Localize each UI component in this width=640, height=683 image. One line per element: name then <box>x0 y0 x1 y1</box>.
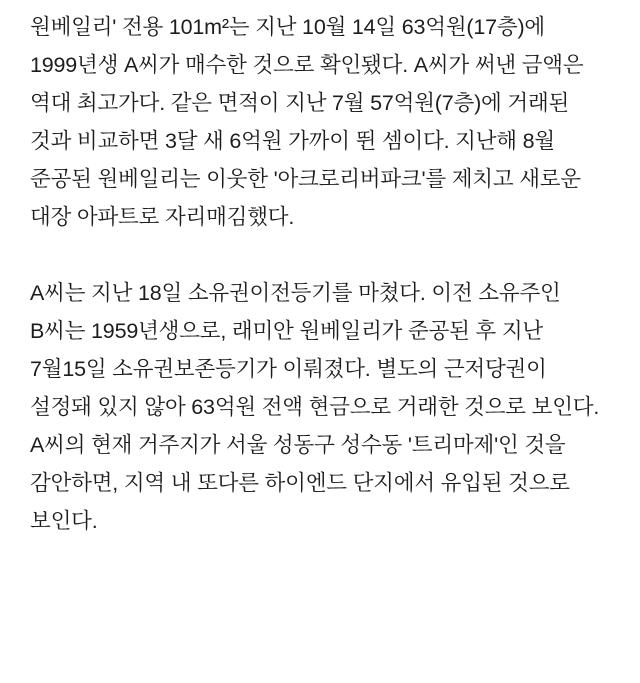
article-paragraph-1: 원베일리' 전용 101m²는 지난 10월 14일 63억원(17층)에 1999년생 A씨가 매수한 것으로 확인됐다. A씨가 써낸 금액은 역대 최고가다. 같은 면적이 지난 7월 57억원(7층)에 거래된 것과 비교하면 3달 새 6억원 가까이 뛴 셈이다. 지난해 8월 준공된 원베일리는 이웃한 '아크로리버파크'를 제치고 새로운 대장 아파트로 자리매김했다. <box>30 15 584 229</box>
article-paragraph-2: A씨는 지난 18일 소유권이전등기를 마쳤다. 이전 소유주인 B씨는 1959년생으로, 래미안 원베일리가 준공된 후 지난 7월15일 소유권보존등기가 이뤄졌다. 별도의 근저당권이 설정돼 있지 않아 63억원 전액 현금으로 거래한 것으로 보인다. A씨의 현재 거주지가 서울 성동구 성수동 '트리마제'인 것을 감안하면, 지역 내 또다른 하이엔드 단지에서 유입된 것으로 보인다. <box>30 281 600 533</box>
